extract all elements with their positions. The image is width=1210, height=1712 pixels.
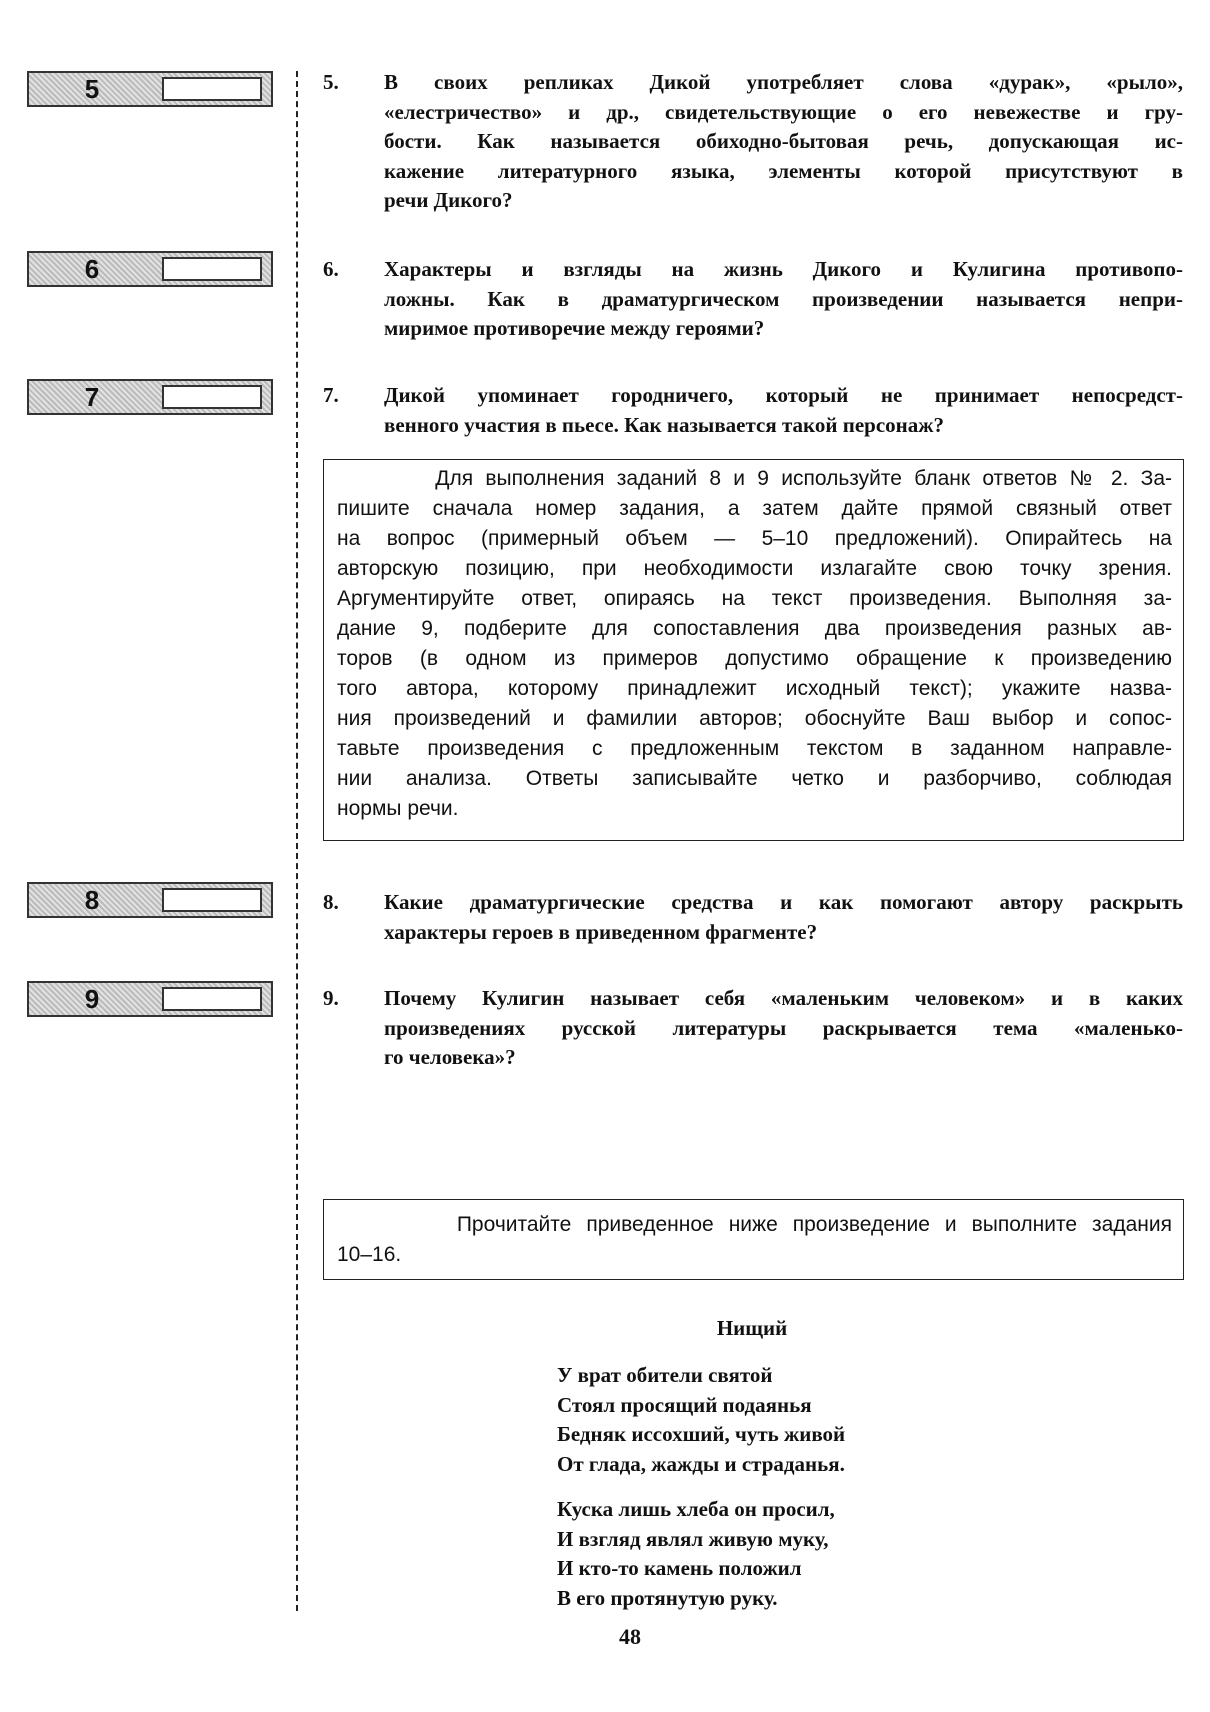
instruction-line: Для выполнения заданий 8 и 9 используйте бланк ответов № 2. За- — [337, 467, 1172, 490]
poem-line: В его протянутую руку. — [557, 1585, 778, 1610]
question-8 — [323, 888, 1183, 947]
answer-input-box[interactable] — [162, 385, 262, 409]
instruction-line: ния произведений и фамилии авторов; обоснуйте Ваш выбор и сопос- — [337, 707, 1172, 730]
task-number-label: 6 — [84, 254, 100, 284]
task-answer-badge — [27, 251, 273, 287]
poem-line: Куска лишь хлеба он просил, — [557, 1497, 835, 1521]
task-number-label: 9 — [84, 984, 100, 1014]
question-9 — [323, 984, 1183, 1073]
question-7 — [323, 381, 1183, 440]
task-number-label: 7 — [84, 382, 100, 412]
text-line: Дикой упоминает городничего, который не принимает непосредст- — [384, 383, 1183, 407]
question-text — [384, 984, 1183, 1073]
task-number-label: 8 — [84, 885, 100, 915]
instruction-line: того автора, которому принадлежит исходный текст); укажите назва- — [337, 677, 1172, 700]
poem-line: И кто-то камень положил — [557, 1556, 802, 1580]
text-line: го человека»? — [384, 1045, 516, 1069]
answer-input-box[interactable] — [162, 987, 262, 1011]
poem-line: Бедняк иссохший, чуть живой — [557, 1422, 846, 1446]
text-line: бости. Как называется обиходно-бытовая речь, допускающая ис- — [384, 129, 1183, 153]
text-line: характеры героев в приведенном фрагменте? — [384, 919, 818, 944]
instruction-box-tasks-8-9 — [323, 459, 1184, 841]
page-number: 48 — [619, 1624, 641, 1649]
instruction-line: авторскую позицию, при необходимости излагайте свою точку зрения. — [337, 557, 1172, 580]
question-6 — [323, 255, 1183, 344]
answer-input-box[interactable] — [162, 257, 262, 281]
text-line: кажение литературного языка, элементы которой присутствуют в — [384, 158, 1183, 183]
question-text — [384, 888, 1183, 947]
instruction-line: на вопрос (примерный объем — 5–10 предложений). Опирайтесь на — [337, 527, 1172, 550]
task-answer-badge — [27, 981, 273, 1017]
poem-line: От глада, жажды и страданья. — [557, 1451, 845, 1476]
text-line: произведениях русской литературы раскрывается тема «маленько- — [384, 1015, 1183, 1040]
answer-input-box[interactable] — [162, 77, 262, 101]
question-5 — [323, 68, 1183, 216]
poem-line: И взгляд являл живую муку, — [557, 1526, 829, 1551]
text-line: ложны. Как в драматургическом произведении называется непри- — [384, 286, 1183, 311]
poem-stanza — [557, 1495, 845, 1613]
instruction-line: нии анализа. Ответы записывайте четко и разборчиво, соблюдая — [337, 767, 1172, 790]
task-answer-badge — [27, 882, 273, 918]
instruction-line: дание 9, подберите для сопоставления два произведения разных ав- — [337, 617, 1172, 640]
question-text — [384, 68, 1183, 216]
text-line: венного участия в пьесе. Как называется такой персонаж? — [384, 412, 944, 437]
instruction-line: 10–16. — [337, 1243, 402, 1266]
task-number-label: 5 — [84, 74, 100, 104]
question-number: 6. — [323, 257, 339, 281]
cut-line — [296, 71, 298, 1611]
task-answer-badge — [27, 71, 273, 107]
question-number: 7. — [323, 383, 339, 407]
answer-input-box[interactable] — [162, 888, 262, 912]
question-number: 5. — [323, 70, 339, 94]
poem-line: У врат обители святой — [557, 1363, 773, 1387]
instruction-box-tasks-10-16 — [323, 1199, 1184, 1280]
poem-stanza — [557, 1361, 845, 1479]
text-line: В своих репликах Дикой употребляет слова «дурак», «рыло», — [384, 70, 1183, 94]
question-number: 9. — [323, 986, 339, 1010]
text-line: Какие драматургические средства и как помогают автору раскрыть — [384, 890, 1183, 914]
instruction-line: нормы речи. — [337, 797, 459, 820]
text-line: Характеры и взгляды на жизнь Дикого и Кулигина противопо- — [384, 257, 1183, 281]
text-line: речи Дикого? — [384, 188, 513, 212]
instruction-line: торов (в одном из примеров допустимо обращение к произведению — [337, 647, 1172, 670]
question-text — [384, 255, 1183, 344]
poem-text — [557, 1361, 845, 1613]
text-line: «елестричество» и др., свидетельствующие о его невежестве и гру- — [384, 99, 1183, 124]
poem-line: Стоял просящий подаянья — [557, 1392, 812, 1417]
poem-title: Нищий — [716, 1316, 788, 1340]
task-answer-badge — [27, 379, 273, 415]
text-line: Почему Кулигин называет себя «маленьким человеком» и в каких — [384, 986, 1183, 1010]
text-line: миримое противоречие между героями? — [384, 316, 765, 340]
instruction-line: пишите сначала номер задания, а затем дайте прямой связный ответ — [337, 497, 1172, 520]
question-number: 8. — [323, 890, 339, 914]
instruction-line: Аргументируйте ответ, опираясь на текст произведения. Выполняя за- — [337, 587, 1172, 610]
instruction-line: Прочитайте приведенное ниже произведение и выполните задания — [337, 1213, 1172, 1236]
instruction-line: тавьте произведения с предложенным текстом в заданном направле- — [337, 737, 1172, 760]
question-text — [384, 381, 1183, 440]
